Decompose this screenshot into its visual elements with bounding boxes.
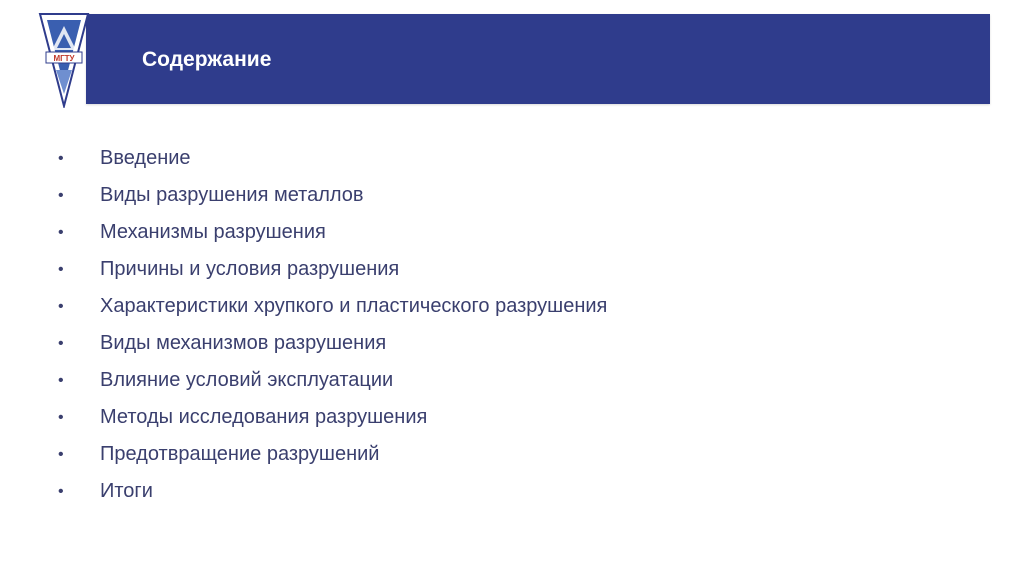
list-item-label: Влияние условий эксплуатации [100, 369, 394, 391]
list-item [56, 177, 607, 214]
bullet-icon: • [58, 445, 64, 463]
list-item [56, 362, 607, 399]
list-item [56, 325, 607, 362]
list-item-label: Предотвращение разрушений [100, 443, 380, 465]
slide-title: Содержание [142, 48, 272, 71]
bullet-icon: • [58, 408, 64, 426]
list-item-label: Виды механизмов разрушения [100, 332, 387, 354]
university-emblem-icon [38, 12, 90, 108]
list-item [56, 251, 607, 288]
bullet-icon: • [58, 297, 64, 315]
list-item-label: Виды разрушения металлов [100, 184, 364, 206]
bullet-icon: • [58, 260, 64, 278]
list-item-label: Методы исследования разрушения [100, 406, 428, 428]
table-of-contents [56, 140, 607, 510]
bullet-icon: • [58, 334, 64, 352]
list-item [56, 140, 607, 177]
list-item-label: Характеристики хрупкого и пластического разрушения [100, 295, 608, 317]
list-item [56, 473, 607, 510]
list-item-label: Причины и условия разрушения [100, 258, 400, 280]
svg-text:МГТУ: МГТУ [53, 54, 75, 63]
bullet-icon: • [58, 482, 64, 500]
list-item-label: Механизмы разрушения [100, 221, 326, 243]
list-item [56, 214, 607, 251]
list-item [56, 436, 607, 473]
bullet-icon: • [58, 223, 64, 241]
bullet-icon: • [58, 149, 64, 167]
bullet-icon: • [58, 371, 64, 389]
list-item-label: Итоги [100, 480, 153, 502]
list-item [56, 288, 607, 325]
bullet-icon: • [58, 186, 64, 204]
list-item [56, 399, 607, 436]
list-item-label: Введение [100, 147, 191, 169]
